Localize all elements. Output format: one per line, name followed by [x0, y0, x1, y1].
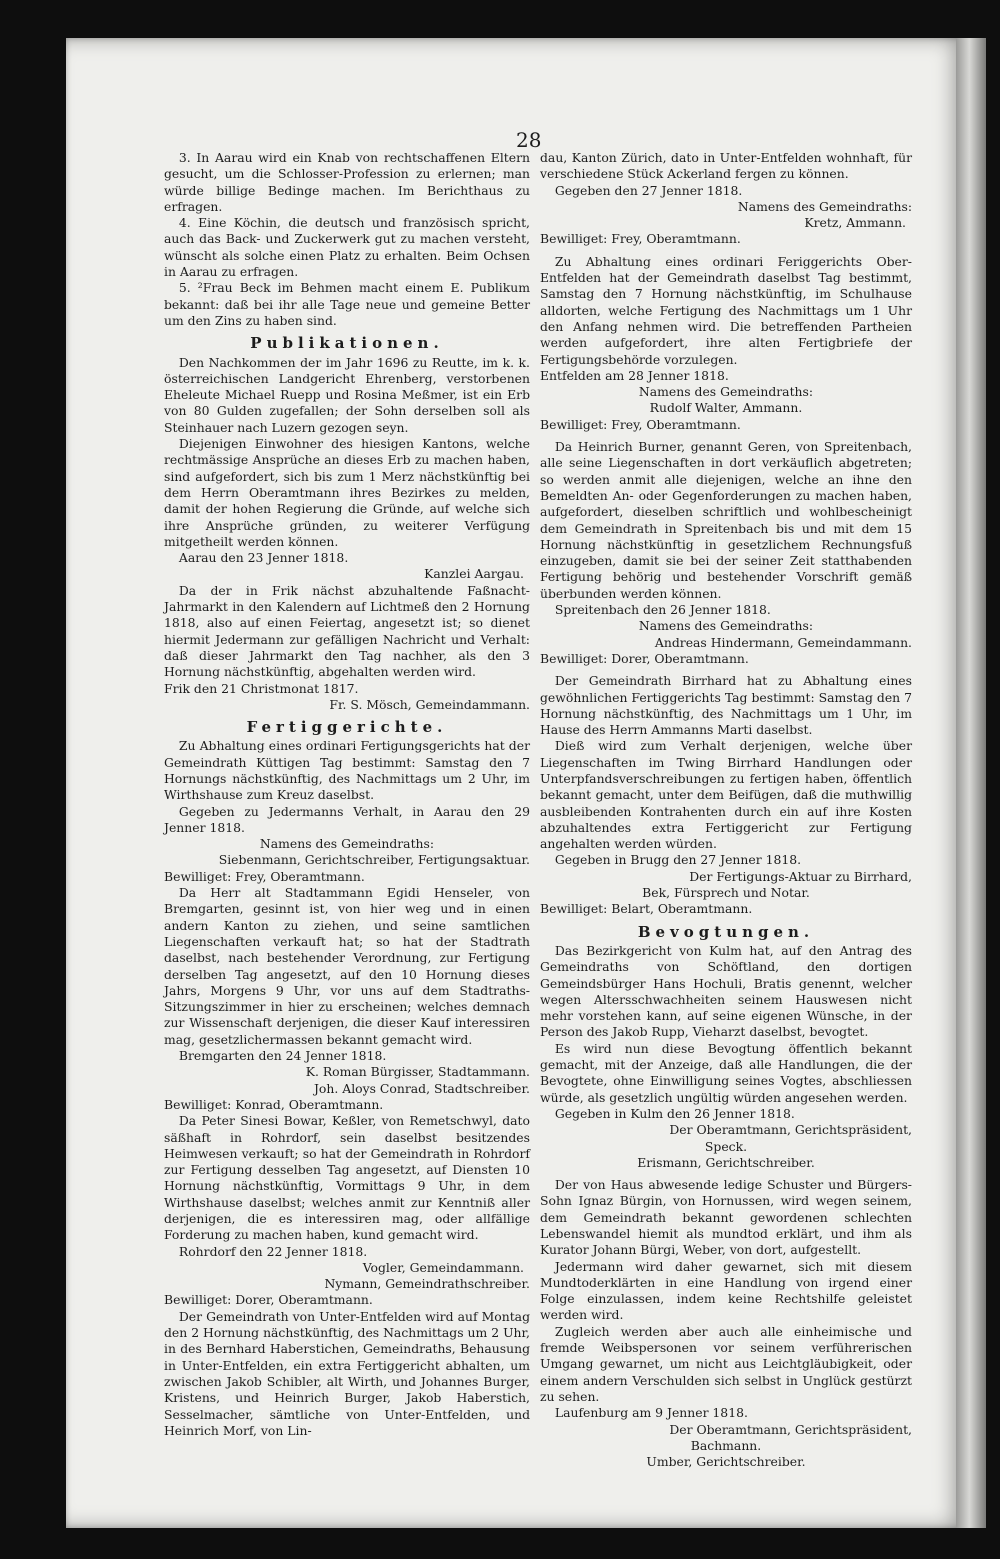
- fertiggericht-3-date: Rohrdorf den 22 Jenner 1818.: [178, 1243, 368, 1259]
- bevogtung-1-signature-1: Der Oberamtmann, Gerichtspräsident,: [669, 1122, 912, 1138]
- fertiggericht-3-bewilliget: Bewilliget: Dorer, Oberamtmann.: [164, 1292, 373, 1308]
- fertiggericht-6-bewilliget: Bewilliget: Dorer, Oberamtmann.: [540, 650, 749, 666]
- fertiggericht-3-signature-2: Nymann, Gemeindrathschreiber.: [324, 1276, 530, 1292]
- bevogtung-1-signature-3: Erismann, Gerichtschreiber.: [637, 1154, 815, 1170]
- publication-2-signature: Kanzlei Aargau.: [424, 566, 524, 582]
- fertiggericht-7-continued: Dieß wird zum Verhalt derjenigen, welche über Liegenschaften im Twing Birrhard Handlungen oder Unterpfandsverschreibungen zu fertigen haben, öffentlich bekannt gemacht, unter dem Beifügen, daß die muthwillig ausbleibenden Kontrahenten durch ein auf ihre Kosten abzuhaltendes extra Fertiggericht zur Fertigung angehalten werden würden.: [540, 738, 912, 852]
- publication-1: Den Nachkommen der im Jahr 1696 zu Reutte, im k. k. österreichischen Landgericht Ehrenberg, verstorbenen Eheleute Michael Ruepp und Rosina Meßmer, ist ein Erb von 80 Gulden zugefallen; der Sohn derselben soll als Steinhauer nach Luzern gezogen seyn.: [164, 354, 530, 435]
- fertiggericht-7-signature-2: Bek, Fürsprech und Notar.: [642, 885, 810, 901]
- fertiggericht-2-bewilliget: Bewilliget: Konrad, Oberamtmann.: [164, 1096, 384, 1112]
- bevogtung-2-continued: Jedermann wird daher gewarnet, sich mit diesem Mundtoderklärten in eine Handlung von irgend einer Folge einzulassen, indem keine Rechtshilfe geleistet werden wird.: [540, 1258, 912, 1323]
- fertiggericht-6-signature: Andreas Hindermann, Gemeindammann.: [654, 634, 912, 650]
- section-heading-publikationen: Publikationen.: [250, 334, 444, 353]
- bevogtung-2-signature-1: Der Oberamtmann, Gerichtspräsident,: [669, 1421, 912, 1437]
- fertiggericht-5-bewilliget: Bewilliget: Frey, Oberamtmann.: [540, 416, 741, 432]
- notice-5: 5. ²Frau Beck im Behmen macht einem E. Publikum bekannt: daß bei ihr alle Tage neue und gemeine Better um den Zins zu haben sind.: [164, 280, 530, 328]
- fertiggericht-3: Da Peter Sinesi Bowar, Keßler, von Remetschwyl, dato säßhaft in Rohrdorf, sein daselbst besitzendes Heimwesen verkauft; so hat der Gemeindrath in Rohrdorf zur Fertigung desselben Tag angesetzt, auf Diensten 10 Hornung nächstkünftig, Vormittags 9 Uhr, in dem Wirthshause daselbst; welches anmit zur Kenntniß aller derjenigen, die es interessiren mag, oder allfällige Forderung zu machen haben, kund gemacht wird.: [164, 1113, 530, 1243]
- fertiggericht-7-bewilliget: Bewilliget: Belart, Oberamtmann.: [540, 901, 753, 917]
- fertiggericht-2-signature-1: K. Roman Bürgisser, Stadtammann.: [305, 1064, 530, 1080]
- bevogtung-1-signature-2: Speck.: [704, 1138, 748, 1154]
- fertiggericht-5-namens: Namens des Gemeindraths:: [638, 384, 814, 400]
- fertiggericht-5-date: Entfelden am 28 Jenner 1818.: [540, 367, 729, 383]
- fertiggericht-6: Da Heinrich Burner, genannt Geren, von Spreitenbach, alle seine Liegenschaften in dort verkäuflich abgetreten; so werden anmit alle diejenigen, welche an ihne den Bemeldten An- oder Gegenforderungen zu machen haben, aufgefordert, dieselben schriftlich und wohlbescheinigt dem Gemeindrath in Spreitenbach bis und mit dem 15 Hornung nächstkünftig in gesetzlichem Rechnungsfuß einzugeben, damit sie bei der seiner Zeit statthabenden Fertigung behörig und bestehender Vorschrift gemäß überbunden werden können.: [540, 439, 912, 601]
- fertiggericht-1-bewilliget: Bewilliget: Frey, Oberamtmann.: [164, 868, 365, 884]
- fertiggericht-1-date: Gegeben zu Jedermanns Verhalt, in Aarau den 29 Jenner 1818.: [164, 803, 530, 835]
- fertiggericht-4: Der Gemeindrath von Unter-Entfelden wird auf Montag den 2 Hornung nächstkünftig, des Nachmittags um 2 Uhr, in des Bernhard Haberstichen, Gemeindraths, Behausung in Unter-Entfelden, ein extra Fertiggericht abhalten, um zwischen Jakob Schibler, alt Wirth, und Johannes Burger, Kristens, und Heinrich Burger, Jakob Haberstich, Sesselmacher, sämtliche von Unter-Entfelden, und Heinrich Morf, von Lin-: [164, 1308, 530, 1438]
- fertiggericht-5: Zu Abhaltung eines ordinari Feriggerichts Ober-Entfelden hat der Gemeindrath daselbst Tag bestimmt, Samstag den 7 Hornung nächstkünftig, im Schulhause alldorten, welche Fertigung des Nachmittags um 1 Uhr den Anfang nehmen wird. Die betreffenden Partheien werden aufgefordert, ihre alten Fertigbriefe der Fertigungsbehörde vorzulegen.: [540, 253, 912, 367]
- bevogtung-2: Der von Haus abwesende ledige Schuster und Bürgers-Sohn Ignaz Bürgin, von Hornussen, wird wegen seinem, dem Gemeindrath bekannt gewordenen schlechten Lebenswandel hiemit als mundtod erklärt, und ihm als Kurator Johann Bürgi, Weber, von dort, aufgestellt.: [540, 1177, 912, 1258]
- bevogtung-2-date: Laufenburg am 9 Jenner 1818.: [554, 1405, 748, 1421]
- fertiggericht-4-continued: dau, Kanton Zürich, dato in Unter-Entfelden wohnhaft, für verschiedene Stück Ackerland fergen zu können.: [540, 150, 912, 182]
- publication-2-date: Aarau den 23 Jenner 1818.: [178, 550, 349, 566]
- fertiggericht-7-date: Gegeben in Brugg den 27 Jenner 1818.: [554, 852, 802, 868]
- fertiggericht-4-date: Gegeben den 27 Jenner 1818.: [554, 182, 743, 198]
- section-heading-bevogtungen: Bevogtungen.: [637, 922, 815, 941]
- publication-2: Diejenigen Einwohner des hiesigen Kantons, welche rechtmässige Ansprüche an dieses Erb zu machen haben, sind aufgefordert, sich bis zum 1 Merz nächstkünftig bei dem Herrn Oberamtmann ihres Bezirkes zu melden, damit der hohen Regierung die Gründe, auf welche sich ihre Ansprüche gründen, zu weiterer Verfügung mitgetheilt werden können.: [164, 436, 530, 549]
- publication-3-signature: Fr. S. Mösch, Gemeindammann.: [329, 696, 530, 712]
- section-heading-fertiggerichte: Fertiggerichte.: [246, 718, 448, 737]
- fertiggericht-6-date: Spreitenbach den 26 Jenner 1818.: [554, 602, 771, 618]
- notice-4: 4. Eine Köchin, die deutsch und französisch spricht, auch das Back- und Zuckerwerk gut zu machen versteht, wünscht als solche einen Platz zu erhalten. Beim Ochsen in Aarau zu erfragen.: [164, 215, 530, 280]
- fertiggericht-1: Zu Abhaltung eines ordinari Fertigungsgerichts hat der Gemeindrath Küttigen Tag bestimmt: Samstag den 7 Hornungs nächstkünftig, des Nachmittags um 2 Uhr, im Wirthshause zum Kreuz daselbst.: [164, 738, 530, 803]
- bevogtung-1-date: Gegeben in Kulm den 26 Jenner 1818.: [554, 1105, 795, 1121]
- publication-3-date: Frik den 21 Christmonat 1817.: [164, 680, 359, 696]
- bevogtung-2-signature-2: Bachmann.: [690, 1437, 762, 1453]
- fertiggericht-2-date: Bremgarten den 24 Jenner 1818.: [178, 1048, 387, 1064]
- bevogtung-2-continued-2: Zugleich werden aber auch alle einheimische und fremde Weibspersonen vor seinem verführerischen Umgang gewarnet, um nicht aus Leichtgläubigkeit, oder einem andern Verschulden sich selbst in Unglück gestürzt zu sehen.: [540, 1323, 912, 1404]
- fertiggericht-3-signature-1: Vogler, Gemeindammann.: [362, 1259, 524, 1275]
- fertiggericht-4-bewilliget: Bewilliget: Frey, Oberamtmann.: [540, 231, 741, 247]
- book-spine: [956, 38, 986, 1528]
- bevogtung-1: Das Bezirkgericht von Kulm hat, auf den Antrag des Gemeindraths von Schöftland, den dortigen Gemeindsbürger Hans Hochuli, Bratis genennt, welcher wegen Altersschwachheiten seinem Hauswesen nicht mehr vorstehen kann, auf seine eigenen Wünsche, in der Person des Jakob Rupp, Vieharzt daselbst, bevogtet.: [540, 942, 912, 1040]
- fertiggericht-5-signature: Rudolf Walter, Ammann.: [649, 400, 803, 416]
- publication-3: Da der in Frik nächst abzuhaltende Faßnacht-Jahrmarkt in den Kalendern auf Lichtmeß den 2 Hornung 1818, also auf einen Feiertag, angesetzt ist; so dienet hiermit Jedermann zur gefälligen Nachricht und Verhalt: daß dieser Jahrmarkt den Tag nachher, als den 3 Hornung nächstkünftig, abgehalten werden wird.: [164, 582, 530, 680]
- fertiggericht-1-namens: Namens des Gemeindraths:: [259, 836, 435, 852]
- fertiggericht-4-namens: Namens des Gemeindraths:: [737, 198, 912, 214]
- page-number: 28: [516, 128, 542, 152]
- right-column: [540, 150, 912, 1470]
- notice-3: 3. In Aarau wird ein Knab von rechtschaffenen Eltern gesucht, um die Schlosser-Profession zu erlernen; man würde billige Bedinge machen. Im Berichthaus zu erfragen.: [164, 150, 530, 214]
- fertiggericht-4-signature: Kretz, Ammann.: [804, 215, 906, 231]
- fertiggericht-1-signature: Siebenmann, Gerichtschreiber, Fertigungsaktuar.: [218, 852, 530, 868]
- fertiggericht-2: Da Herr alt Stadtammann Egidi Henseler, von Bremgarten, gesinnt ist, von hier weg und in einen andern Kanton zu ziehen, und seine samtlichen Liegenschaften verkauft hat; so hat der Stadtrath daselbst, nach bestehender Verordnung, zur Fertigung derselben Tag angesetzt, auf den 10 Hornung dieses Jahrs, Morgens 9 Uhr, vor uns auf dem Stadtraths-Sitzungszimmer in hier zu erscheinen; welches demnach zur Wissenschaft derjenigen, die dieser Kauf interessiren mag, gesetzlichermassen bekannt gemacht wird.: [164, 885, 530, 1047]
- fertiggericht-6-namens: Namens des Gemeindraths:: [638, 618, 814, 634]
- fertiggericht-2-signature-2: Joh. Aloys Conrad, Stadtschreiber.: [313, 1080, 530, 1096]
- fertiggericht-7-signature-1: Der Fertigungs-Aktuar zu Birrhard,: [689, 868, 912, 884]
- left-column: [164, 150, 530, 1439]
- bevogtung-2-signature-3: Umber, Gerichtschreiber.: [646, 1454, 806, 1470]
- fertiggericht-7: Der Gemeindrath Birrhard hat zu Abhaltung eines gewöhnlichen Fertiggerichts Tag bestimmt: Samstag den 7 Hornung nächstkünftig, des Nachmittags um 1 Uhr, im Hause des Herrn Ammanns Marti daselbst.: [540, 673, 912, 738]
- bevogtung-1-continued: Es wird nun diese Bevogtung öffentlich bekannt gemacht, mit der Anzeige, daß alle Handlungen, die der Bevogtete, ohne Einwilligung seines Vogtes, abschliessen würde, als gesetzlich ungültig würden angesehen werden.: [540, 1040, 912, 1105]
